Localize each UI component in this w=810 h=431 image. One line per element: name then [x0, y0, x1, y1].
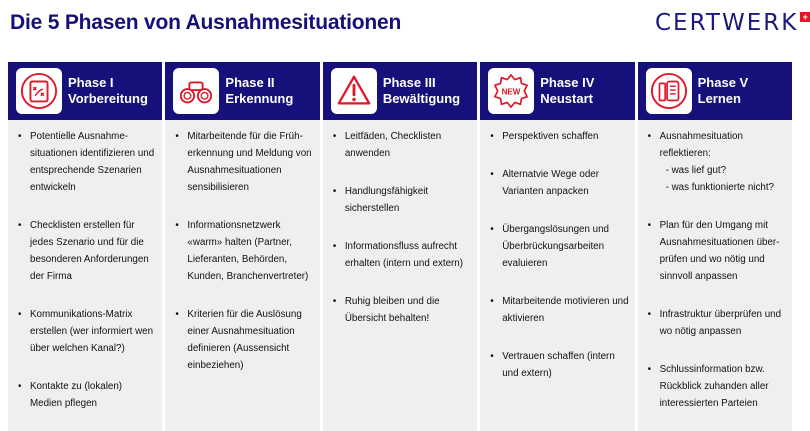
list-item: • Handlungsfähigkeit sicherstellen [331, 183, 471, 217]
list-item: • Checklisten erstellen für jedes Szenario und für die besonderen Anforderungen der Firma [16, 217, 156, 285]
phase-column-2 [165, 62, 319, 431]
new-badge-icon [488, 68, 534, 114]
swiss-flag-icon: + [800, 12, 810, 22]
list-item: • Kommunikations-Matrix erstellen (wer informiert wen über welchen Kanal?) [16, 306, 156, 357]
phase-name: Bewältigung [382, 91, 461, 106]
list-item-text: Ausnahmesituation reflektieren: [659, 131, 743, 159]
planning-board-icon [16, 68, 62, 114]
binoculars-icon [173, 68, 219, 114]
list-item [646, 128, 786, 196]
phase-header [638, 62, 792, 120]
phase-number: Phase II [225, 75, 275, 90]
page-title: Die 5 Phasen von Ausnahmesituationen [10, 11, 402, 34]
list-item: • Plan für den Umgang mit Ausnahmesituationen über-prüfen und wo nötig und sinnvoll anpassen [646, 217, 786, 285]
list-item: • Vertrauen schaffen (intern und extern) [488, 348, 628, 382]
phase-items [323, 120, 477, 327]
list-item: • Infrastruktur überprüfen und wo nötig anpassen [646, 306, 786, 340]
phase-title [698, 75, 749, 107]
list-item: • Kontakte zu (lokalen) Medien pflegen [16, 378, 156, 412]
list-item: • Kriterien für die Auslösung einer Ausnahmesituation definieren (Aussensicht einbeziehen) [173, 306, 313, 374]
list-subitem: - was funktionierte nicht? [665, 182, 774, 193]
phase-title [68, 75, 148, 107]
list-item: • Informationsfluss aufrecht erhalten (intern und extern) [331, 238, 471, 272]
phase-column-3 [323, 62, 477, 431]
phase-column-1 [8, 62, 162, 431]
svg-text:NEW: NEW [501, 87, 521, 97]
phase-title [540, 75, 594, 107]
phase-number: Phase III [382, 75, 436, 90]
phase-items [8, 120, 162, 412]
phase-header [323, 62, 477, 120]
list-item: • Leitfäden, Checklisten anwenden [331, 128, 471, 162]
list-item: • Ruhig bleiben und die Übersicht behalten! [331, 293, 471, 327]
phase-items [480, 120, 634, 382]
list-item: • Übergangslösungen und Überbrückungsarbeiten evaluieren [488, 221, 628, 272]
list-item: • Alternatvie Wege oder Varianten anpacken [488, 166, 628, 200]
learning-tools-icon [646, 68, 692, 114]
warning-icon [331, 68, 377, 114]
phase-column-5 [638, 62, 792, 431]
phase-name: Lernen [697, 91, 741, 106]
list-item: • Mitarbeitende motivieren und aktivieren [488, 293, 628, 327]
phase-name: Neustart [540, 91, 593, 106]
phase-name: Vorbereitung [68, 91, 148, 106]
list-subitem: - was lief gut? [665, 165, 727, 176]
list-item: • Informationsnetzwerk «warm» halten (Partner, Lieferanten, Behörden, Kunden, Branchenvertreter) [173, 217, 313, 285]
phases-grid [8, 62, 792, 431]
phase-column-4 [480, 62, 634, 431]
list-item: • Potentielle Ausnahme-situationen identifizieren und entsprechende Szenarien entwickeln [16, 128, 156, 196]
phase-title [225, 75, 293, 107]
phase-items [638, 120, 792, 412]
phase-header [165, 62, 319, 120]
list-item: • Mitarbeitende für die Früh-erkennung und Meldung von Ausnahmesituationen sensibilisieren [173, 128, 313, 196]
phase-name: Erkennung [225, 91, 294, 106]
phase-number: Phase IV [540, 75, 595, 90]
list-item: • Perspektiven schaffen [488, 128, 628, 145]
phase-header [8, 62, 162, 120]
phase-number: Phase V [697, 75, 749, 90]
logo-part1: CERT [655, 10, 722, 36]
logo-part2: WERK [721, 10, 799, 36]
list-item: • Schlussinformation bzw. Rückblick zuhanden aller interessierten Parteien [646, 361, 786, 412]
phase-items [165, 120, 319, 374]
phase-title [383, 75, 460, 107]
phase-header [480, 62, 634, 120]
logo-wordmark [655, 10, 798, 36]
certwerk-logo [655, 10, 810, 36]
phase-number: Phase I [68, 75, 114, 90]
